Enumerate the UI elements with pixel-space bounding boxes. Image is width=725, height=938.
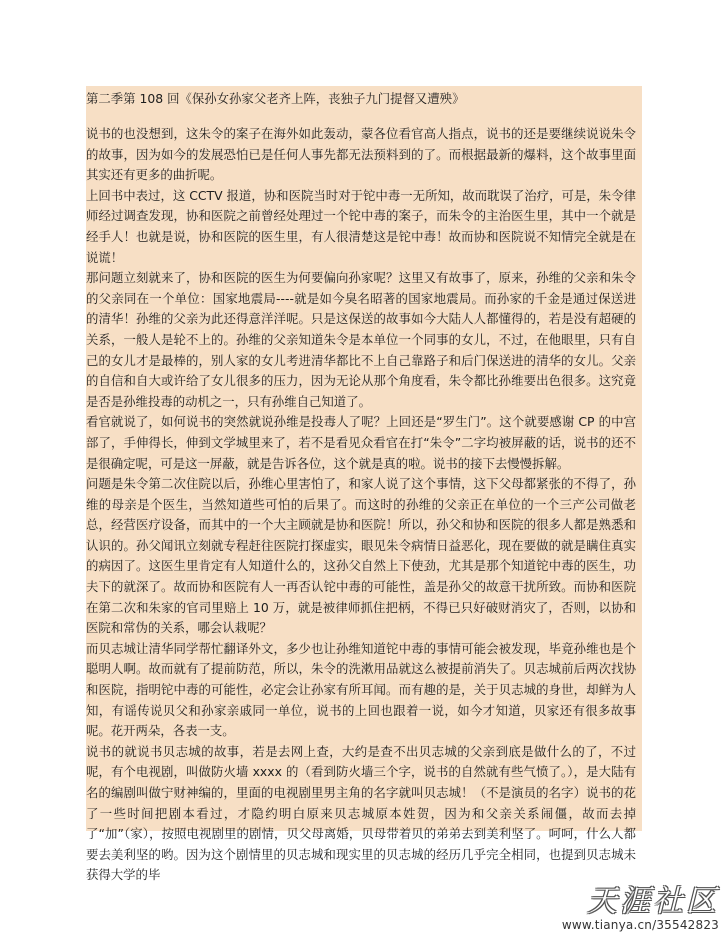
tianya-watermark (562, 886, 719, 932)
paragraph-intro: 说书的也没想到，这朱令的案子在海外如此轰动，蒙各位看官高人指点，说书的还是要继续说说朱令的故事，因为如今的发展恐怕已是任何人事先都无法预料到的了。而根据最新的爆料，这个故事里面其实还有更多的曲折呢。 (86, 126, 636, 183)
paragraph-bei-zhicheng: 而贝志城让清华同学帮忙翻译外文，多少也让孙维知道铊中毒的事情可能会被发现，毕竟孙维也是个聪明人啊。故而就有了提前防范，所以，朱令的洗漱用品就这么被提前消失了。贝志城前后两次找协和医院，指明铊中毒的可能性，必定会让孙家有所耳闻。而有趣的是，关于贝志城的身世，却鲜为人知，有谣传说贝父和孙家亲戚同一单位，说书的上回也跟着一说，如今才知道，贝家还有很多故事呢。花开两朵，各表一支。 (86, 640, 636, 739)
chapter-title: 第二季第 108 回《保孙女孙家父老齐上阵，丧独子九门提督又遭殃》 (86, 91, 465, 106)
paragraph-tv-drama: 说书的就说书贝志城的故事，若是去网上查，大约是查不出贝志城的父亲到底是做什么的了，不过呢，有个电视剧，叫做防火墙 xxxx 的（看到防火墙三个字，说书的自然就有些气愤了。），是大陆有名的编剧叫做宁财神编的，里面的电视剧里男主角的名字就叫贝志城！（不是演员的名字）说书的花了一些时间把剧本看过，才隐约明白原来贝志城原本姓贺，因为和父亲关系闹僵，故而去掉了“加”（家），按照电视剧里的剧情，贝父母离婚，贝母带着贝的弟弟去到美利坚了。呵呵，什么人都要去美利坚的哟。因为这个剧情里的贝志城和现实里的贝志城的经历几乎完全相同，也提到贝志城未获得大学的毕 (86, 743, 636, 883)
article-page (86, 86, 642, 883)
paragraph-second-hospitalization: 问题是朱令第二次住院以后，孙维心里害怕了，和家人说了这个事情，这下父母都紧张的不得了，孙维的母亲是个医生，当然知道些可怕的后果了。而这时的孙维的父亲正在单位的一个三产公司做老总，经营医疗设备，而其中的一个大主顾就是协和医院！所以，孙父和协和医院的很多人都是熟悉和认识的。孙父闻讯立刻就专程赶往医院打探虚实，眼见朱令病情日益恶化，现在要做的就是瞒住真实的病因了。这医生里肯定有人知道什么的，这孙父自然上下使劲，尤其是那个知道铊中毒的医生，功夫下的就深了。故而协和医院有人一再否认铊中毒的可能性，盖是孙父的故意干扰所致。而协和医院在第二次和朱家的官司里赔上 10 万，就是被律师抓住把柄，不得已只好破财消灾了，否则，以协和医院和常伪的关系，哪会认栽呢？ (86, 476, 636, 636)
paragraph-blocked-keyword: 看官就说了，如何说书的突然就说孙维是投毒人了呢？上回还是“罗生门”。这个就要感谢 CP 的中宫部了，手伸得长，伸到文学城里来了，若不是看见众看官在打“朱令”二字均被屏蔽的话，说书的还不是很确定呢，可是这一屏蔽，就是告诉各位，这个就是真的啦。说书的接下去慢慢拆解。 (86, 414, 636, 471)
tianya-url: www.tianya.cn/35542823 (561, 918, 719, 932)
paragraph-hospital-bias: 那问题立刻就来了，协和医院的医生为何要偏向孙家呢？这里又有故事了，原来，孙维的父亲和朱令的父亲同在一个单位：国家地震局----就是如今臭名昭著的国家地震局。而孙家的千金是通过保送进的清华！孙维的父亲为此还得意洋洋呢。只是这保送的故事如今大陆人人都懂得的，若是没有超硬的关系，一般人是轮不上的。孙维的父亲知道朱令是本单位一个同事的女儿，不过，在他眼里，只有自己的女儿才是最棒的，别人家的女儿考进清华都比不上自己靠路子和后门保送进的清华的女儿。父亲的自信和自大或许给了女儿很多的压力，因为无论从那个角度看，朱令都比孙维要出色很多。这究竟是否是孙维投毒的动机之一，只有孙维自己知道了。 (86, 270, 636, 409)
tianya-logo-text: 天涯社区 (587, 884, 719, 919)
paragraph-cctv-report: 上回书中表过，这 CCTV 报道，协和医院当时对于铊中毒一无所知，故而耽误了治疗，可是，朱令律师经过调查发现，协和医院之前曾经处理过一个铊中毒的案子，而朱令的主治医生里，其中一个就是经手人！也就是说，协和医院的医生里，有人很清楚这是铊中毒！故而协和医院说不知情完全就是在说谎！ (86, 187, 636, 265)
